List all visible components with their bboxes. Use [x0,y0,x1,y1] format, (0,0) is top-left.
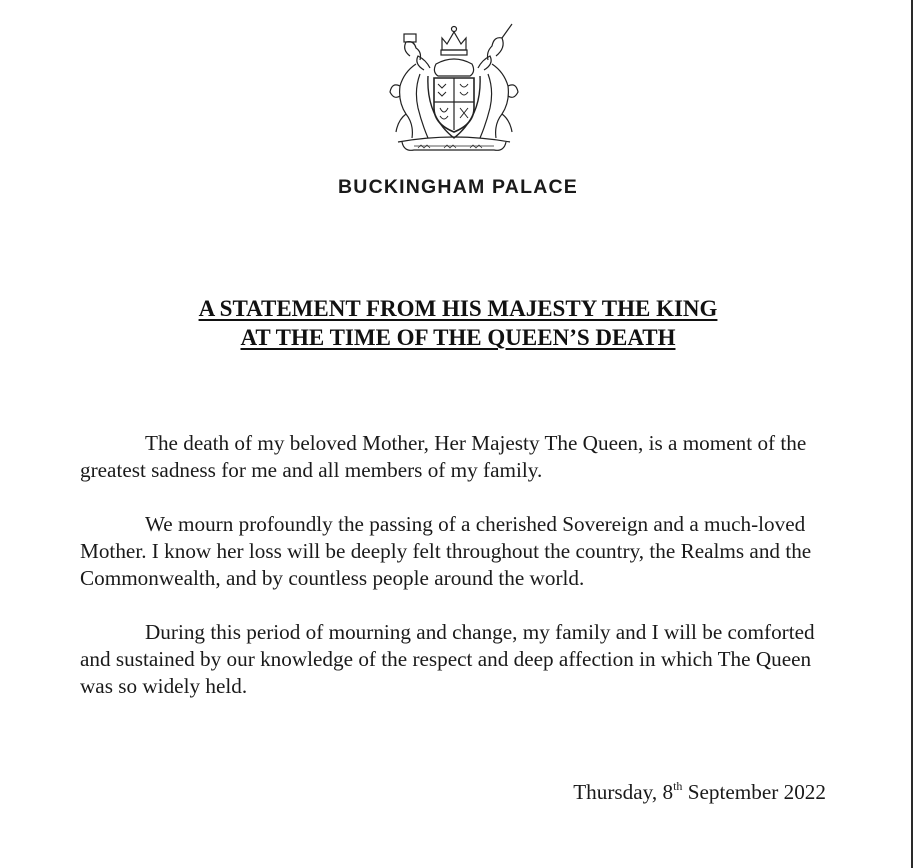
page-edge-divider [911,0,913,868]
paragraph-1: The death of my beloved Mother, Her Majesty The Queen, is a moment of the greatest sadness for me and all members of my family. [80,431,807,482]
royal-coat-of-arms-logo [384,20,524,156]
date-ordinal-suffix: th [673,779,683,793]
statement-date [573,780,826,805]
date-weekday-day: Thursday, 8 [573,780,674,804]
statement-title-line-1: A STATEMENT FROM HIS MAJESTY THE KING [198,296,718,321]
statement-title [0,294,916,352]
paragraph-3: During this period of mourning and change, my family and I will be comforted and sustained by our knowledge of the respect and deep affection in which The Queen was so widely held. [80,620,815,698]
date-month-year: September 2022 [682,780,826,804]
paragraph-2: We mourn profoundly the passing of a cherished Sovereign and a much-loved Mother. I know her loss will be deeply felt throughout the country, the Realms and the Commonwealth, and by countless people around the world. [80,512,812,590]
statement-body [80,430,826,727]
palace-name-header: BUCKINGHAM PALACE [338,176,578,198]
statement-title-line-2: AT THE TIME OF THE QUEEN’S DEATH [240,325,676,350]
